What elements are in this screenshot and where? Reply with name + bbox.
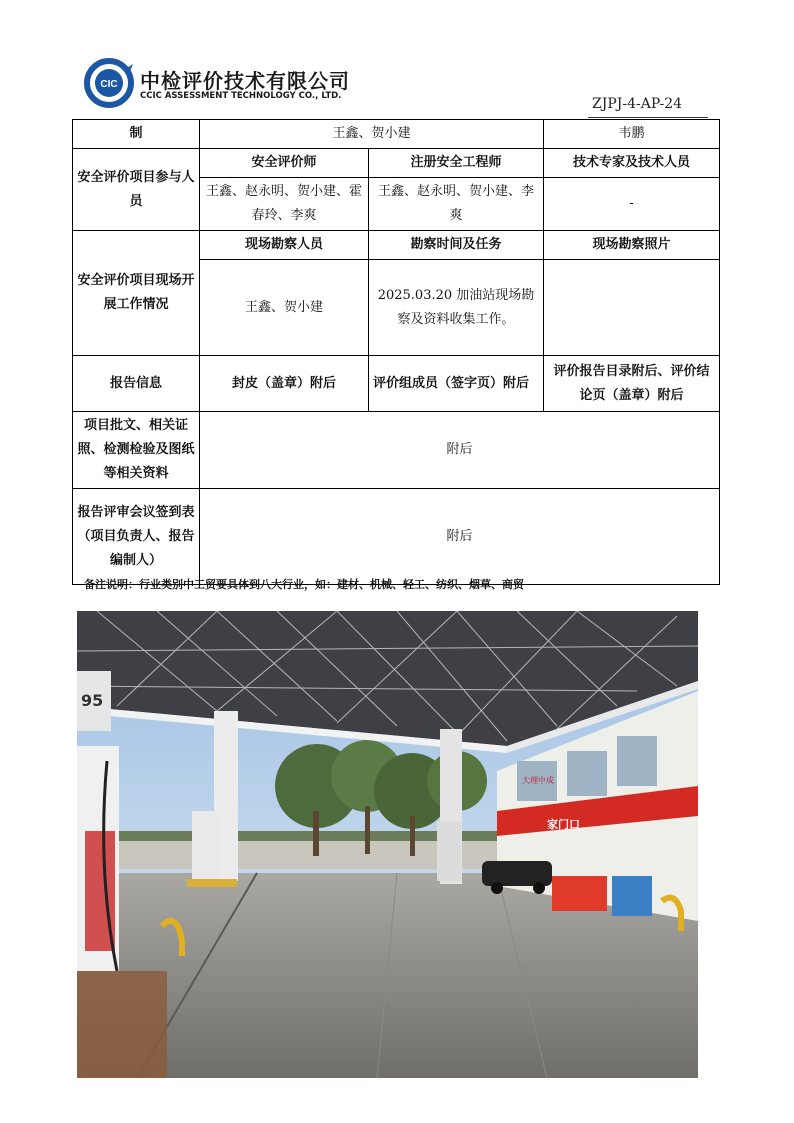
table-row xyxy=(73,231,720,260)
fuel-dispenser-distant xyxy=(192,811,220,881)
compile-label: 制 xyxy=(73,120,200,149)
document-code: ZJPJ-4-AP-24 xyxy=(592,96,683,112)
participants-value: - xyxy=(544,178,720,231)
participants-header: 安全评价师 xyxy=(200,149,369,178)
store-banner-text: 家门口 xyxy=(547,818,580,831)
signin-label: 报告评审会议签到表（项目负责人、报告编制人） xyxy=(73,489,200,585)
table-row xyxy=(73,120,720,149)
table-row xyxy=(73,489,720,585)
report-info-value: 评价报告目录附后、评价结论页（盖章）附后 xyxy=(544,356,720,412)
company-name-en: CCIC ASSESSMENT TECHNOLOGY CO., LTD. xyxy=(140,91,342,101)
site-work-value: 2025.03.20 加油站现场勘察及资料收集工作。 xyxy=(369,260,544,356)
hedge xyxy=(77,831,537,841)
report-info-label: 报告信息 xyxy=(73,356,200,412)
water-bottles xyxy=(612,876,652,916)
table-row xyxy=(73,356,720,412)
reviewer-cell: 韦鹏 xyxy=(544,120,720,149)
approvals-label: 项目批文、相关证照、检测检验及图纸等相关资料 xyxy=(73,412,200,489)
header-rule xyxy=(588,117,708,118)
signin-value: 附后 xyxy=(200,489,720,585)
company-name-cn: 中检评价技术有限公司 xyxy=(140,69,350,93)
participants-header: 技术专家及技术人员 xyxy=(544,149,720,178)
site-photo-cell xyxy=(544,260,720,356)
report-info-value: 评价组成员（签字页）附后 xyxy=(369,356,544,412)
company-logo xyxy=(84,58,354,114)
ccic-logo-icon xyxy=(84,58,134,108)
pump-number: 95 xyxy=(81,691,104,710)
store-sign: 大理中成 xyxy=(522,776,554,785)
participants-value: 王鑫、赵永明、贺小建、李爽 xyxy=(369,178,544,231)
footnote: 备注说明：行业类别中工贸要具体到八大行业，如：建材、机械、轻工、纺织、烟草、商贸 xyxy=(84,578,524,591)
site-photo xyxy=(77,611,698,1078)
report-info-value: 封皮（盖章）附后 xyxy=(200,356,369,412)
site-work-header: 勘察时间及任务 xyxy=(369,231,544,260)
site-work-label: 安全评价项目现场开展工作情况 xyxy=(73,231,200,356)
boundary-wall xyxy=(77,839,537,869)
project-info-table xyxy=(72,119,720,585)
table-row xyxy=(73,149,720,178)
promo-stand xyxy=(552,876,607,911)
compilers-cell: 王鑫、贺小建 xyxy=(200,120,544,149)
site-work-header: 现场勘察人员 xyxy=(200,231,369,260)
table-row xyxy=(73,412,720,489)
participants-value: 王鑫、赵永明、贺小建、霍春玲、李爽 xyxy=(200,178,369,231)
participants-label: 安全评价项目参与人员 xyxy=(73,149,200,231)
participants-header: 注册安全工程师 xyxy=(369,149,544,178)
approvals-value: 附后 xyxy=(200,412,720,489)
site-work-header: 现场勘察照片 xyxy=(544,231,720,260)
site-work-value: 王鑫、贺小建 xyxy=(200,260,369,356)
logo-letters: CIC xyxy=(100,79,118,90)
fuel-dispenser-distant xyxy=(437,821,461,881)
